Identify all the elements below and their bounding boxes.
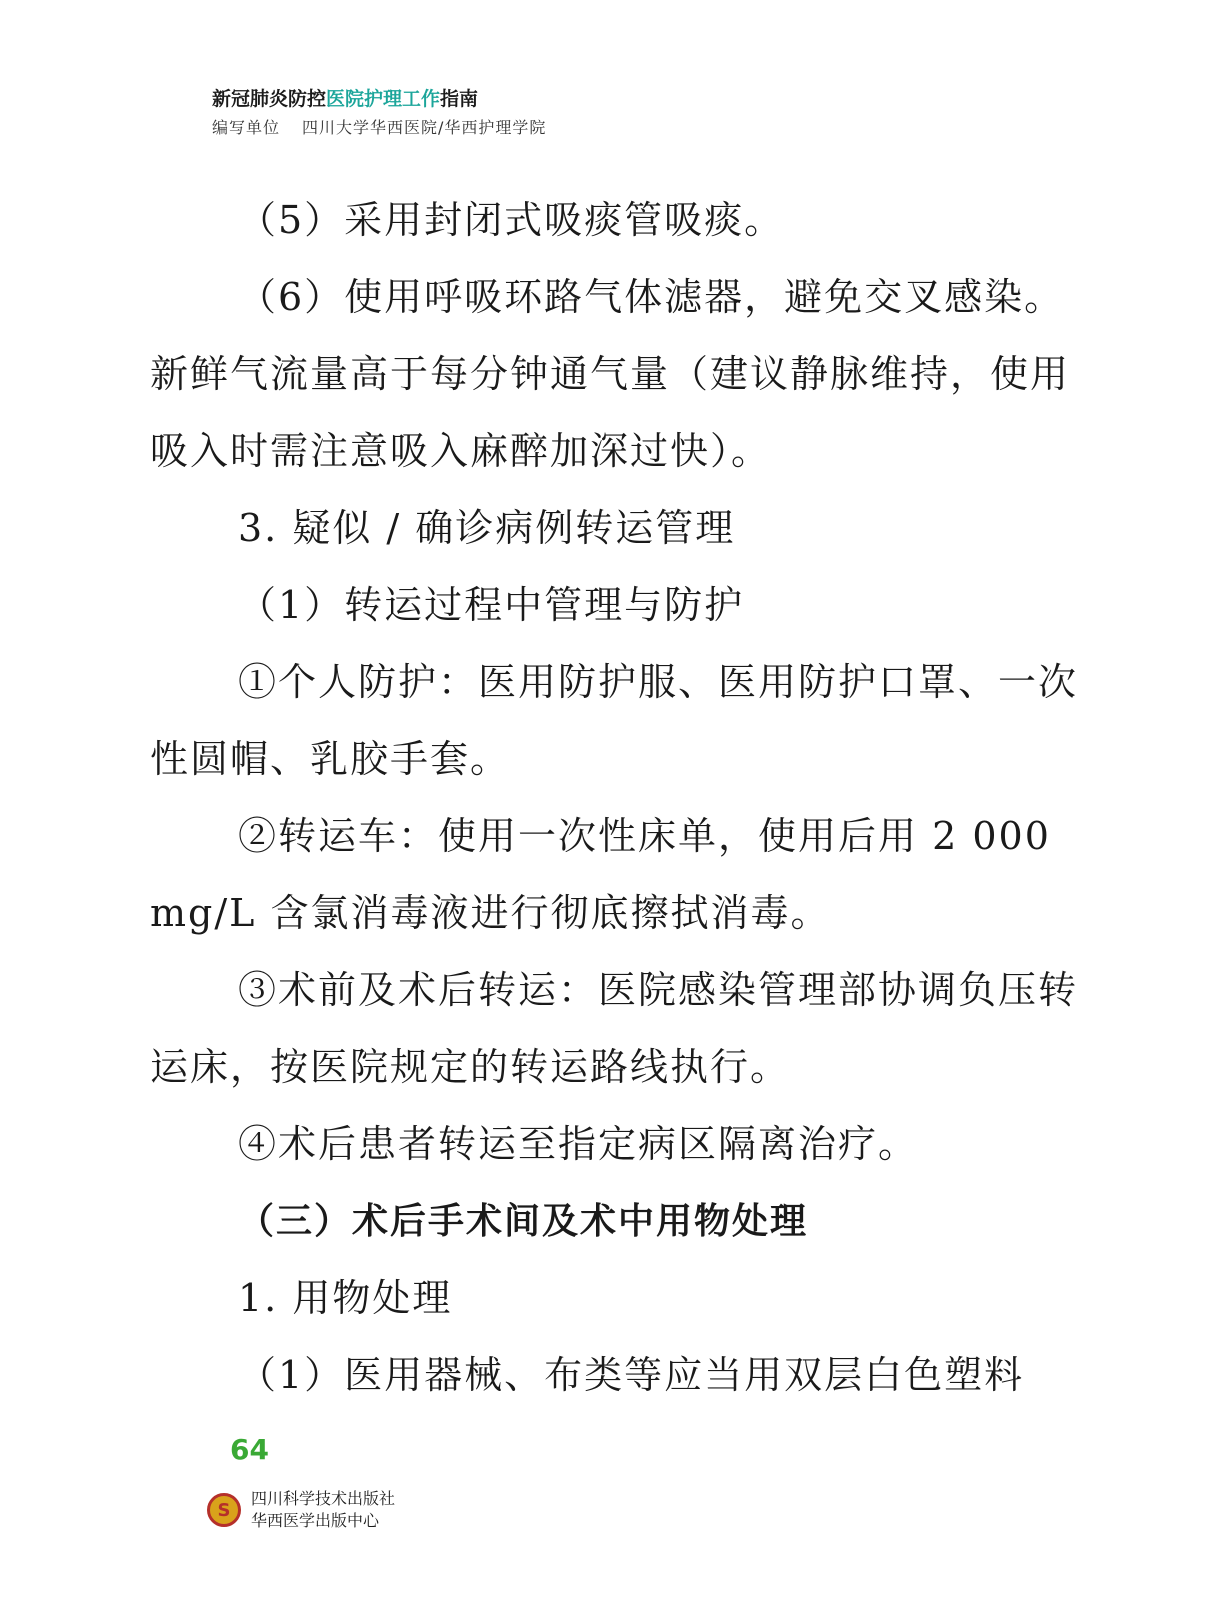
running-header (212, 86, 546, 140)
publisher-logo-icon (207, 1493, 241, 1527)
book-title-accent: 医院护理工作 (326, 88, 441, 110)
editor-org: 四川大学华西医院/华西护理学院 (302, 118, 547, 137)
paragraph-filter: （6）使用呼吸环路气体滤器，避免交叉感染。新鲜气流量高于每分钟通气量（建议静脉维持，使用吸入时需注意吸入麻醉加深过快）。 (150, 275, 1071, 473)
paragraph-transport-cart: ②转运车：使用一次性床单，使用后用 2 000 mg/L 含氯消毒液进行彻底擦拭消毒。 (150, 814, 1051, 935)
body-text (150, 182, 1090, 1414)
paragraph-postop-isolation: ④术后患者转运至指定病区隔离治疗。 (238, 1122, 919, 1166)
section-heading-transport: 3. 疑似 / 确诊病例转运管理 (238, 506, 736, 550)
book-title-part3: 指南 (440, 88, 479, 110)
paragraph-instruments: （1）医用器械、布类等应当用双层白色塑料 (238, 1353, 1025, 1397)
book-title-part1: 新冠肺炎防控 (212, 88, 327, 110)
subheading-transport-protection: （1）转运过程中管理与防护 (238, 583, 745, 627)
editor-line (212, 116, 546, 140)
logo-letter: S (217, 1499, 231, 1521)
publisher-name-1: 四川科学技术出版社 (251, 1489, 396, 1508)
paragraph-suction: （5）采用封闭式吸痰管吸痰。 (238, 198, 785, 242)
paragraph-perioperative-transport: ③术前及术后转运：医院感染管理部协调负压转运床，按医院规定的转运路线执行。 (150, 968, 1079, 1089)
publisher-block (207, 1488, 395, 1532)
book-title (212, 86, 546, 112)
page-number: 64 (230, 1433, 269, 1466)
paragraph-personal-protection: ①个人防护：医用防护服、医用防护口罩、一次性圆帽、乳胶手套。 (150, 660, 1079, 781)
publisher-name-2: 华西医学出版中心 (251, 1511, 380, 1530)
editor-label: 编写单位 (212, 118, 281, 137)
subheading-item-handling: 1. 用物处理 (238, 1276, 453, 1320)
section-heading-postop-handling: （三）术后手术间及术中用物处理 (238, 1201, 809, 1242)
publisher-names (251, 1488, 395, 1532)
